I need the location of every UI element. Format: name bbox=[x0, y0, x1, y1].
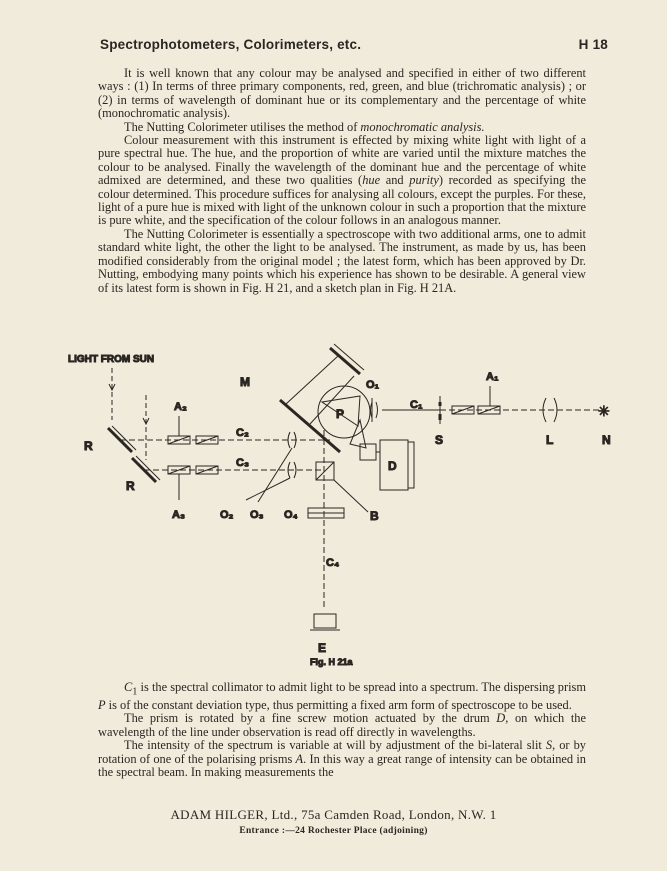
mirror-r-upper bbox=[108, 426, 136, 452]
publisher-address: ADAM HILGER, Ltd., 75a Camden Road, London, N.W. 1 bbox=[170, 807, 497, 822]
drum-d-rim bbox=[408, 442, 414, 488]
label-c4: C₄ bbox=[326, 557, 340, 569]
page-number: H 18 bbox=[578, 37, 608, 52]
label-a3: A₃ bbox=[172, 509, 186, 521]
label-s: S bbox=[435, 433, 444, 447]
colorimeter-diagram bbox=[60, 340, 640, 670]
label-n: N bbox=[602, 433, 611, 447]
label-b: B bbox=[370, 509, 379, 523]
entrance-note: Entrance :—24 Rochester Place (adjoining) bbox=[239, 826, 428, 836]
label-c1: C₁ bbox=[410, 399, 423, 411]
eyepiece-e bbox=[314, 614, 336, 628]
leader-line bbox=[334, 480, 368, 512]
intro-text bbox=[98, 67, 586, 295]
paragraph: The Nutting Colorimeter utilises the method of monochromatic analysis. bbox=[124, 119, 485, 134]
figure-caption: Fig. H 21a bbox=[310, 657, 353, 667]
label-o3: O₃ bbox=[250, 509, 264, 521]
label-e: E bbox=[318, 641, 327, 655]
label-p: P bbox=[336, 407, 345, 421]
screw-housing bbox=[360, 444, 376, 460]
label-o4: O₄ bbox=[284, 509, 298, 521]
paragraph: It is well known that any colour may be analysed and specified in either of two different ways : (1) In terms of three primary components, red, green, and blue (trichromatic analysis) ; or (2) in terms of wavelength of dominant hue or its complementary and the percentage of white (monochromatic analysis). bbox=[98, 66, 586, 121]
label-m: M bbox=[240, 375, 250, 389]
cube-diagonal bbox=[316, 462, 334, 480]
label-c2: C₂ bbox=[236, 427, 249, 439]
header-title: Spectrophotometers, Colorimeters, etc. bbox=[100, 37, 362, 52]
label-o1: O₁ bbox=[366, 379, 380, 391]
label-o2: O₂ bbox=[220, 509, 234, 521]
paragraph: The intensity of the spectrum is variable at will by adjustment of the bi-lateral slit S, or by rotation of one of the polarising prisms A. In this way a great range of intensity can be obtained in the spectral beam. In making measurements the bbox=[98, 738, 587, 779]
paragraph: The prism is rotated by a fine screw motion actuated by the drum D, on which the wavelength of the line under observation is read off directly in wavelengths. bbox=[98, 711, 586, 739]
closing-text bbox=[98, 681, 586, 779]
label-c3: C₃ bbox=[236, 457, 250, 469]
light-source-icon: ✳ bbox=[598, 403, 610, 419]
label-a1: A₁ bbox=[486, 371, 499, 383]
label-l: L bbox=[546, 433, 554, 447]
leader-line bbox=[258, 448, 292, 502]
light-from-sun-label: LIGHT FROM SUN bbox=[68, 354, 155, 365]
paragraph: $C_1$ is the spectral collimator to admit light to be spread into a spectrum. The dispersing prism P is of the constant deviation type, thus permitting a fixed arm form of spectroscope to be used. bbox=[98, 680, 586, 712]
leader-line bbox=[246, 478, 290, 500]
label-a2: A₂ bbox=[174, 401, 187, 413]
label-d: D bbox=[388, 459, 397, 473]
paragraph: The Nutting Colorimeter is essentially a spectroscope with two additional arms, one to admit standard white light, the other the light to be analysed. The instrument, as made by us, has been modified considerably from the original model ; the latest form, which has been approved by Dr. Nutting, embodying many points which his experience has shown to be desirable. A general view of its latest form is shown in Fig. H 21, and a sketch plan in Fig. H 21A. bbox=[98, 226, 586, 295]
label-r: R bbox=[84, 439, 93, 453]
paragraph: Colour measurement with this instrument is effected by mixing white light with light of a pure spectral hue. The hue, and the proportion of white are varied until the mixture matches the colour to be analysed. Finally the wavelength of the dominant hue and the percentage of white admixed are determined, and these two qualities (hue and purity) recorded as specifying the colour determined. This procedure suffices for analysing all colours, except the purples. For these, light of a pure hue is mixed with light of the unknown colour in such a proportion that the mixture is pure white, and the specification of the colour follows in an analogous manner. bbox=[98, 133, 586, 228]
label-r2: R bbox=[126, 479, 135, 493]
